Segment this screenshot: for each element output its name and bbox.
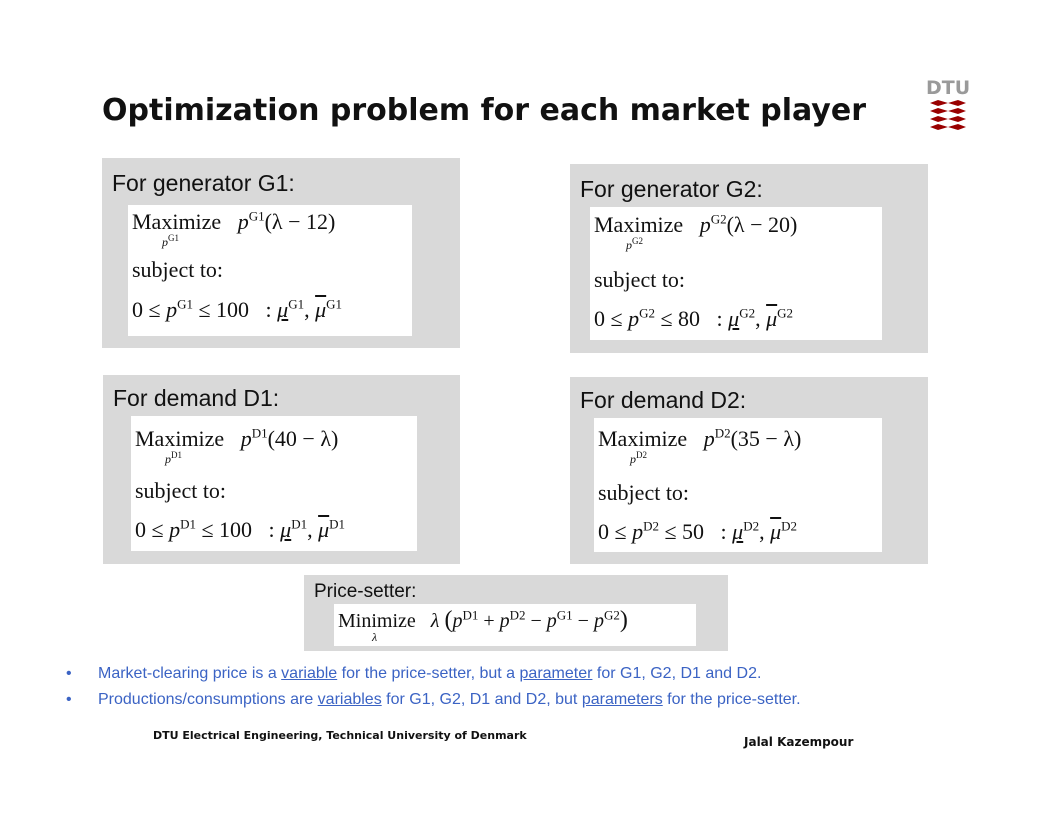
constraint-line: $0 \le p^{D2} \le 50$ : $\mu^{D2}$, $\overline{\mu}^{D2}$ [598,518,798,544]
math-block [334,604,696,646]
bullet-list [66,663,801,715]
bullet-item: • Market-clearing price is a variable for the price-setter, but a parameter for G1, G2, D1 and D2. [66,663,801,689]
subject-to: subject to: [132,257,224,282]
subject-to: subject to: [598,480,690,505]
objective-line: Maximize $p^{G2}(\lambda - 20)$ [594,211,798,237]
panel-price-setter [304,575,728,651]
objective-line: Maximize $p^{D1}(40 - \lambda)$ [135,425,339,451]
panel-demand-d1 [103,375,460,564]
footer-author: Jalal Kazempour [744,735,854,749]
subject-to: subject to: [135,478,227,503]
math-block [590,207,882,340]
objective-subscript: λ [372,630,378,644]
objective-subscript: $p^{G2}$ [626,236,643,252]
objective-line: Minimize λ $(p^{D1} + p^{D2} - p^{G1} - p^{G2})$ [338,607,628,633]
dtu-logo-icon [928,100,968,130]
objective-line: Maximize $p^{D2}(35 - \lambda)$ [598,425,802,451]
panel-label: For demand D1: [113,385,280,411]
objective-subscript: $p^{G1}$ [162,233,179,249]
bullet-marker: • [66,665,72,682]
math-block [128,205,412,336]
objective-subscript: $p^{D1}$ [165,450,182,466]
constraint-line: $0 \le p^{G2} \le 80$ : $\mu^{G2}$, $\overline{\mu}^{G2}$ [594,305,794,331]
objective-line: Maximize $p^{G1}(\lambda - 12)$ [132,208,336,234]
bullet-marker: • [66,691,72,708]
panel-generator-g2 [570,164,928,353]
panel-label: Price-setter: [314,581,417,602]
panel-label: For demand D2: [580,387,747,413]
panel-label: For generator G1: [112,170,295,196]
bullet-item: • Productions/consumptions are variables for G1, G2, D1 and D2, but parameters for the price-setter. [66,689,801,715]
panel-demand-d2 [570,377,928,564]
math-block [131,416,417,551]
constraint-line: $0 \le p^{G1} \le 100$ : $\mu^{G1}$, $\overline{\mu}^{G1}$ [132,296,343,322]
constraint-line: $0 \le p^{D1} \le 100$ : $\mu^{D1}$, $\overline{\mu}^{D1}$ [135,516,346,542]
dtu-logo [926,78,970,136]
panel-label: For generator G2: [580,176,763,202]
objective-subscript: $p^{D2}$ [630,450,647,466]
dtu-logo-text: DTU [926,77,971,99]
footer-institution: DTU Electrical Engineering, Technical University of Denmark [153,729,527,742]
math-block [594,418,882,552]
panel-generator-g1 [102,158,460,348]
slide-title: Optimization problem for each market player [102,93,867,128]
subject-to: subject to: [594,267,686,292]
